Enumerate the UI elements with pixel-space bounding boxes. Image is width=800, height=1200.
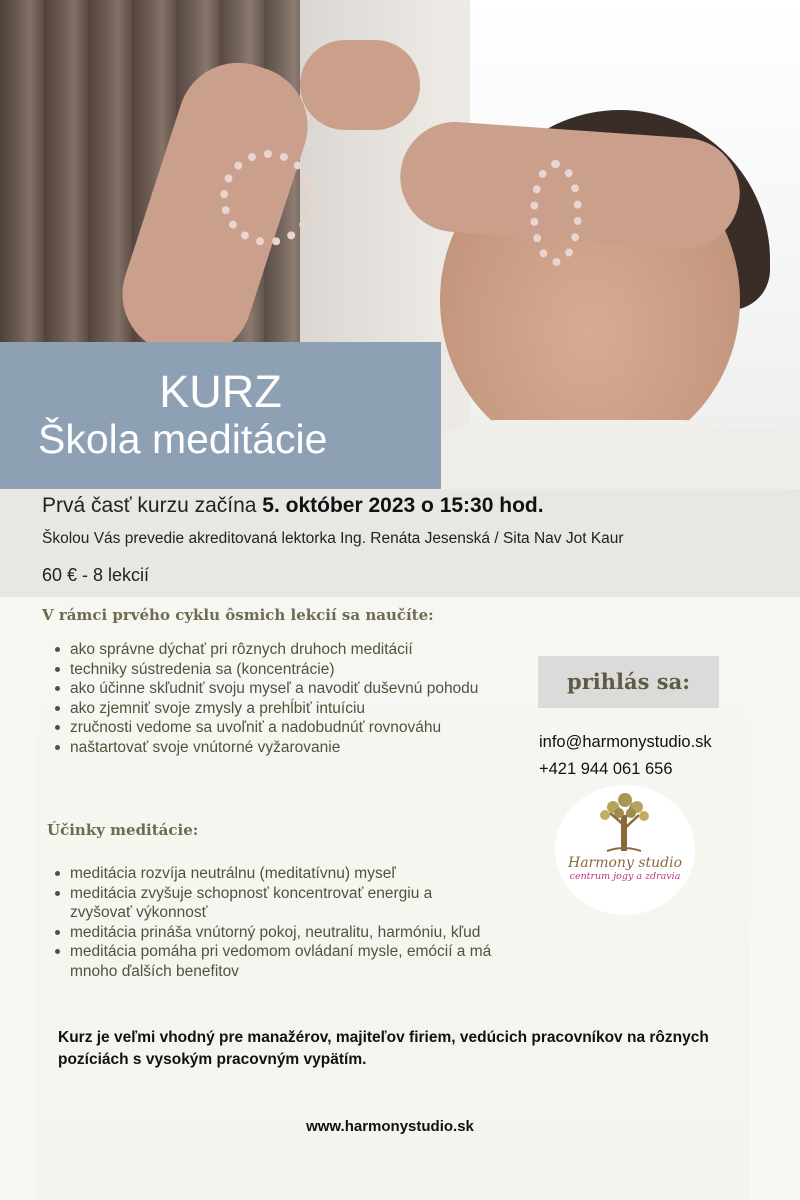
effects-heading: Účinky meditácie: <box>47 821 199 839</box>
signup-button[interactable] <box>538 656 719 708</box>
tree-icon <box>555 785 695 855</box>
bracelet-left <box>220 150 316 246</box>
website-link[interactable]: www.harmonystudio.sk <box>306 1118 474 1135</box>
course-title: Škola meditácie <box>38 416 328 462</box>
learn-list <box>44 640 494 757</box>
list-item: meditácia rozvíja neutrálnu (meditatívnu) myseľ <box>44 864 494 884</box>
list-item: meditácia pomáha pri vedomom ovládaní mysle, emócií a má mnoho ďalších benefitov <box>44 942 494 981</box>
harmony-logo <box>555 785 695 915</box>
list-item: naštartovať svoje vnútorné vyžarovanie <box>44 738 494 758</box>
list-item: zručnosti vedome sa uvoľniť a nadobudnúť rovnováhu <box>44 718 494 738</box>
list-item: ako zjemniť svoje zmysly a prehĺbiť intuíciu <box>44 699 494 719</box>
list-item: ako účinne skľudniť svoju myseľ a navodiť duševnú pohodu <box>44 679 494 699</box>
list-item: techniky sústredenia sa (koncentrácie) <box>44 660 494 680</box>
list-item: meditácia prináša vnútorný pokoj, neutralitu, harmóniu, kľud <box>44 923 494 943</box>
logo-name: Harmony studio <box>567 855 683 871</box>
phone-link[interactable]: +421 944 061 656 <box>539 760 673 778</box>
learn-heading: V rámci prvého cyklu ôsmich lekcií sa naučíte: <box>42 606 434 624</box>
start-prefix: Prvá časť kurzu začína <box>42 494 263 517</box>
fist-shape <box>300 40 420 130</box>
signup-label: prihlás sa: <box>567 669 690 694</box>
list-item: ako správne dýchať pri rôznych druhoch meditácií <box>44 640 494 660</box>
effects-list <box>44 864 494 981</box>
bracelet-right <box>530 160 582 266</box>
email-link[interactable]: info@harmonystudio.sk <box>539 733 712 751</box>
course-label: KURZ <box>159 366 282 417</box>
start-date: 5. október 2023 o 15:30 hod. <box>262 494 544 517</box>
target-audience-note: Kurz je veľmi vhodný pre manažérov, majiteľov firiem, vedúcich pracovníkov na rôznych pozíciách s vysokým pracovným vypätím. <box>58 1029 709 1068</box>
start-info <box>42 494 544 518</box>
price-info: 60 € - 8 lekcií <box>42 565 150 585</box>
logo-tagline: centrum jogy a zdravia <box>569 871 681 882</box>
lecturer-info: Školou Vás prevedie akreditovaná lektorka Ing. Renáta Jesenská / Sita Nav Jot Kaur <box>42 530 624 547</box>
list-item: meditácia zvyšuje schopnosť koncentrovať energiu a zvyšovať výkonnosť <box>44 884 494 923</box>
